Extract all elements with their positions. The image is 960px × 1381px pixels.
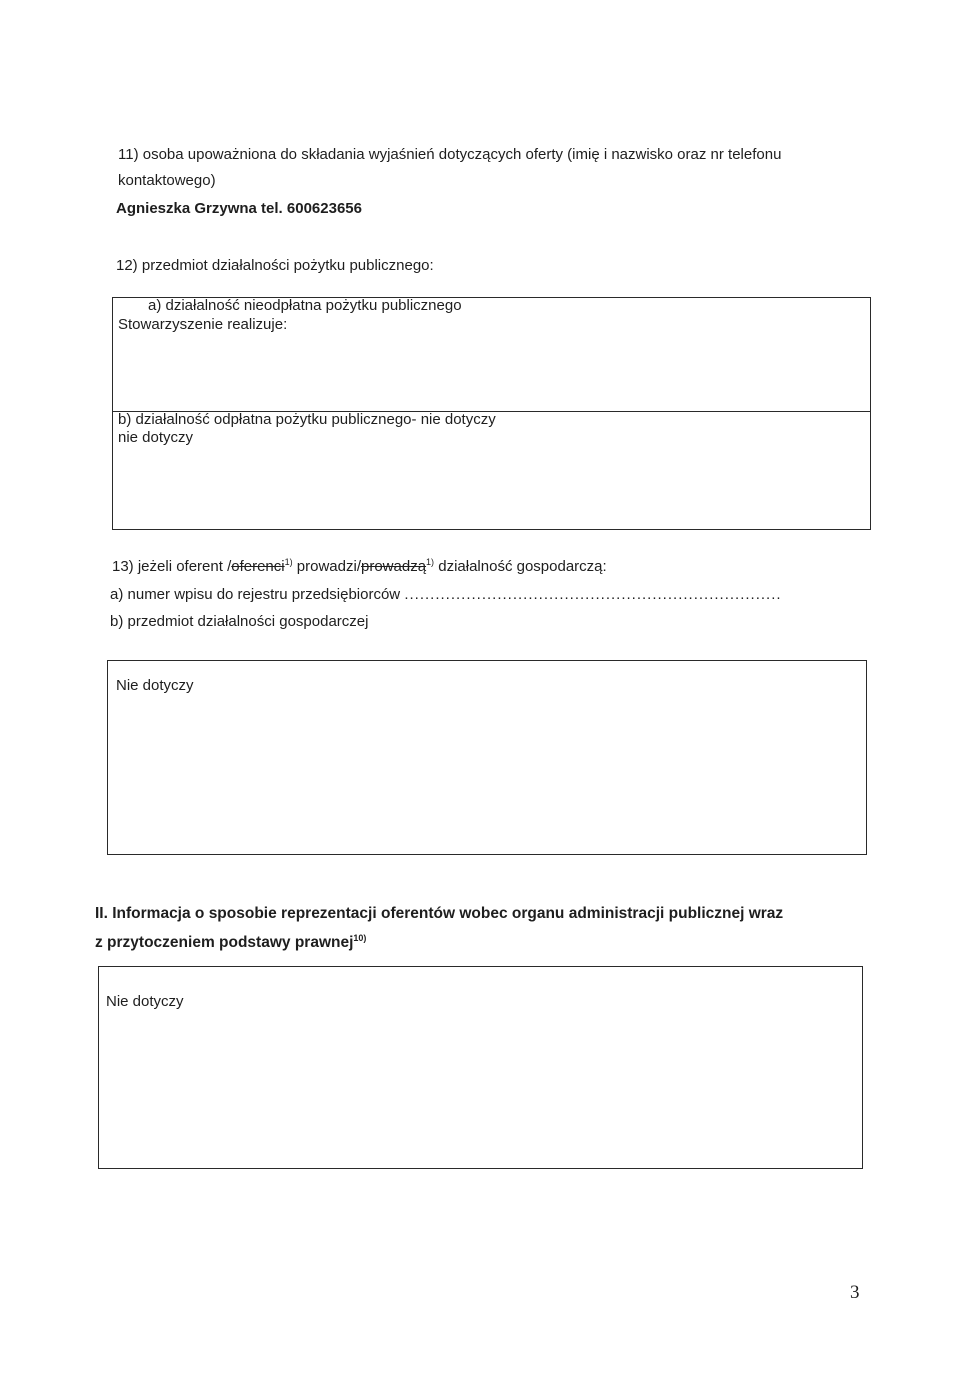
q13-footnote-2: 1) <box>426 557 435 567</box>
q13-struck-prowadza: prowadzą <box>361 558 427 575</box>
q13-suffix: działalność gospodarczą: <box>434 558 607 575</box>
q12-b-label: b) działalność odpłatna pożytku publicznego- nie dotyczy <box>118 411 496 428</box>
q12-label: 12) przedmiot działalności pożytku publicznego: <box>116 257 434 274</box>
section2-value: Nie dotyczy <box>106 993 184 1010</box>
q12-a-value: Stowarzyszenie realizuje: <box>118 316 288 333</box>
q13-struck-oferenci: oferenci <box>231 558 285 575</box>
q13-footnote-1: 1) <box>284 557 293 567</box>
section2-heading-line1: II. Informacja o sposobie reprezentacji oferentów wobec organu administracji publicznej wraz <box>95 905 784 922</box>
q11-answer: Agnieszka Grzywna tel. 600623656 <box>116 200 362 217</box>
q13-box <box>107 660 867 855</box>
q13-b-label: b) przedmiot działalności gospodarczej <box>110 613 369 630</box>
section2-box <box>98 966 863 1169</box>
q11-label-line2: kontaktowego) <box>118 172 216 189</box>
section2-footnote: 10) <box>353 932 367 943</box>
q13-label <box>112 558 607 576</box>
q11-label-line1: 11) osoba upoważniona do składania wyjaśnień dotyczących oferty (imię i nazwisko oraz nr telefonu <box>118 146 782 163</box>
q13-prefix: 13) jeżeli oferent / <box>112 558 232 575</box>
q12-b-value: nie dotyczy <box>118 429 194 446</box>
q13-b-value: Nie dotyczy <box>116 677 194 694</box>
q13-a-row <box>110 586 782 604</box>
q13-a-dots: ......................................................................... <box>404 586 782 603</box>
q13-a-label: a) numer wpisu do rejestru przedsiębiorców <box>110 586 401 603</box>
q12-a-label: a) działalność nieodpłatna pożytku publicznego <box>148 297 462 314</box>
q13-mid: prowadzi/ <box>292 558 361 575</box>
section2-heading-line2 <box>95 934 366 952</box>
page-number: 3 <box>850 1282 860 1303</box>
section2-heading-text: z przytoczeniem podstawy prawnej <box>95 934 354 951</box>
